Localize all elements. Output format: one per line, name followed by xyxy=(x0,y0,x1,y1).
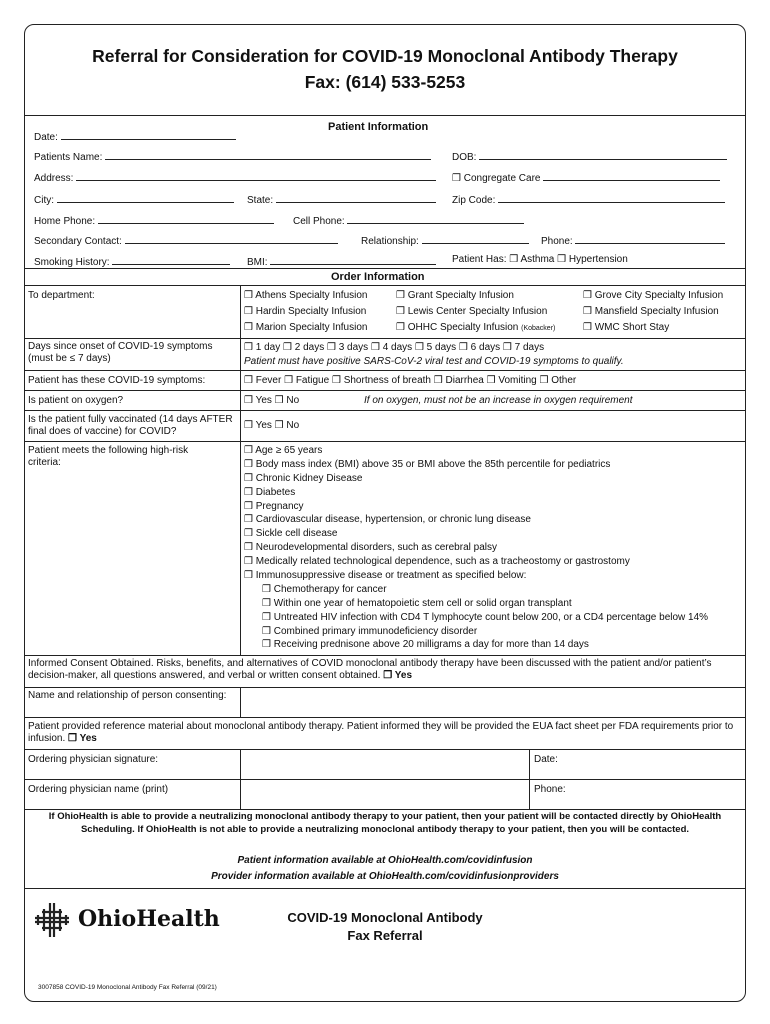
reference-material-text: Patient provided reference material about monoclonal antibody therapy. Patient informed they will be provided the EUA fact sheet per FDA requirements prior to infusion. ❒ Yes xyxy=(28,721,734,744)
dept-hardin-checkbox[interactable]: ❒ Hardin Specialty Infusion xyxy=(244,306,367,317)
criteria-list xyxy=(244,444,708,652)
dob-field[interactable]: DOB: xyxy=(452,149,727,163)
patient-has-field: Patient Has: ❒ Asthma ❒ Hypertension xyxy=(452,254,628,265)
criteria-item[interactable]: ❒ Sickle cell disease xyxy=(244,528,338,540)
informed-consent-text: Informed Consent Obtained. Risks, benefits, and alternatives of COVID monoclonal antibody therapy have been discussed with the patient and/or patient’s decision-maker, all questions answered, and verbal or written consent obtained. ❒ Yes xyxy=(28,658,712,681)
physician-phone-input[interactable] xyxy=(575,780,745,808)
criteria-item[interactable]: ❒ Medically related technological dependence, such as a tracheostomy or gastrostomy xyxy=(244,556,630,568)
scheduling-notice: If OhioHealth is able to provide a neutralizing monoclonal antibody therapy to your patient, then your patient will be contacted directly by OhioHealth Scheduling. If OhioHealth is not able to provide a neutralizing monoclonal antibody therapy to your patient, then you will be contacted. xyxy=(48,811,722,835)
divider xyxy=(24,115,746,116)
divider xyxy=(24,717,746,718)
criteria-item[interactable]: ❒ Diabetes xyxy=(244,486,296,498)
criteria-item[interactable]: ❒ Immunosuppressive disease or treatment as specified below: xyxy=(244,570,527,582)
signature-date-label: Date: xyxy=(534,754,558,765)
divider xyxy=(24,655,746,656)
consent-yes-checkbox[interactable]: ❒ Yes xyxy=(383,670,413,681)
criteria-label: Patient meets the following high-risk criteria: xyxy=(28,445,189,468)
oxygen-label: Is patient on oxygen? xyxy=(28,395,124,406)
symptoms-options[interactable]: ❒ Fever ❒ Fatigue ❒ Shortness of breath ❒ Diarrhea ❒ Vomiting ❒ Other xyxy=(244,375,577,386)
dept-ohhc-checkbox[interactable]: ❒ OHHC Specialty Infusion (Kobacker) xyxy=(396,322,556,333)
days-since-onset-options[interactable]: ❒ 1 day ❒ 2 days ❒ 3 days ❒ 4 days ❒ 5 days ❒ 6 days ❒ 7 days xyxy=(244,342,545,353)
physician-name-input[interactable] xyxy=(241,780,528,808)
divider xyxy=(24,441,746,442)
patient-info-heading: Patient Information xyxy=(328,121,429,133)
criteria-item[interactable]: ❒ Chronic Kidney Disease xyxy=(244,472,363,484)
hypertension-checkbox[interactable]: ❒ Hypertension xyxy=(557,254,628,265)
criteria-item[interactable]: ❒ Neurodevelopmental disorders, such as cerebral palsy xyxy=(244,542,497,554)
name-relationship-label: Name and relationship of person consenting: xyxy=(28,690,227,701)
divider xyxy=(24,338,746,339)
city-field[interactable]: City: xyxy=(34,192,234,206)
signature-date-input[interactable] xyxy=(565,750,745,778)
ohiohealth-logo-icon xyxy=(33,901,73,944)
days-since-onset-label: Days since onset of COVID-19 symptoms (must be ≤ 7 days) xyxy=(28,341,213,364)
criteria-item[interactable]: ❒ Age ≥ 65 years xyxy=(244,445,323,456)
dept-grant-checkbox[interactable]: ❒ Grant Specialty Infusion xyxy=(396,290,514,301)
criteria-item[interactable]: ❒ Body mass index (BMI) above 35 or BMI above the 85th percentile for pediatrics xyxy=(244,458,611,470)
sub-criteria-item[interactable]: ❒ Chemotherapy for cancer xyxy=(262,583,387,595)
reference-yes-checkbox[interactable]: ❒ Yes xyxy=(68,733,97,744)
physician-signature-input[interactable] xyxy=(241,750,528,778)
cell-phone-field[interactable]: Cell Phone: xyxy=(293,213,524,227)
form-code: 3007858 COVID-19 Monoclonal Antibody Fax Referral (09/21) xyxy=(38,984,217,991)
dept-athens-checkbox[interactable]: ❒ Athens Specialty Infusion xyxy=(244,290,368,301)
criteria-item[interactable]: ❒ Cardiovascular disease, hypertension, or chronic lung disease xyxy=(244,514,531,526)
address-field[interactable]: Address: xyxy=(34,170,436,184)
divider xyxy=(24,809,746,810)
physician-name-label: Ordering physician name (print) xyxy=(28,784,169,795)
divider xyxy=(24,268,746,269)
divider xyxy=(24,390,746,391)
dept-lewis-center-checkbox[interactable]: ❒ Lewis Center Specialty Infusion xyxy=(396,306,548,317)
provider-info-link[interactable]: Provider information available at OhioHealth.com/covidinfusionproviders xyxy=(211,871,559,882)
sub-criteria-item[interactable]: ❒ Within one year of hematopoietic stem cell or solid organ transplant xyxy=(262,597,572,609)
ohiohealth-logo-text: OhioHealth xyxy=(78,906,220,932)
smoking-history-field[interactable]: Smoking History: xyxy=(34,254,230,268)
congregate-care-field[interactable]: ❒ Congregate Care xyxy=(452,170,720,184)
to-department-label: To department: xyxy=(28,290,95,301)
dept-grove-city-checkbox[interactable]: ❒ Grove City Specialty Infusion xyxy=(583,290,724,301)
sub-criteria-item[interactable]: ❒ Combined primary immunodeficiency disorder xyxy=(262,625,478,637)
footer-form-title: COVID-19 Monoclonal Antibody xyxy=(287,910,483,925)
phone-field[interactable]: Phone: xyxy=(541,233,725,247)
days-qualify-note: Patient must have positive SARS-CoV-2 viral test and COVID-19 symptoms to qualify. xyxy=(244,356,624,367)
dept-marion-checkbox[interactable]: ❒ Marion Specialty Infusion xyxy=(244,322,368,333)
divider xyxy=(24,285,746,286)
home-phone-field[interactable]: Home Phone: xyxy=(34,213,274,227)
dept-wmc-checkbox[interactable]: ❒ WMC Short Stay xyxy=(583,322,670,333)
oxygen-note: If on oxygen, must not be an increase in oxygen requirement xyxy=(364,395,633,406)
vaccinated-label: Is the patient fully vaccinated (14 days AFTER final does of vaccine) for COVID? xyxy=(28,414,233,437)
sub-criteria-item[interactable]: ❒ Untreated HIV infection with CD4 T lymphocyte count below 200, or a CD4 percentage below 14% xyxy=(262,611,709,623)
form-title: Referral for Consideration for COVID-19 Monoclonal Antibody Therapy xyxy=(92,46,678,66)
oxygen-options[interactable]: ❒ Yes ❒ No xyxy=(244,395,300,406)
column-divider xyxy=(240,285,241,655)
patient-name-field[interactable]: Patients Name: xyxy=(34,149,431,163)
date-field[interactable]: Date: xyxy=(34,129,236,143)
state-field[interactable]: State: xyxy=(247,192,436,206)
dept-mansfield-checkbox[interactable]: ❒ Mansfield Specialty Infusion xyxy=(583,306,719,317)
vaccinated-options[interactable]: ❒ Yes ❒ No xyxy=(244,420,300,431)
secondary-contact-field[interactable]: Secondary Contact: xyxy=(34,233,338,247)
physician-signature-label: Ordering physician signature: xyxy=(28,754,159,765)
divider xyxy=(24,410,746,411)
patient-info-link[interactable]: Patient information available at OhioHealth.com/covidinfusion xyxy=(237,855,533,866)
order-info-heading: Order Information xyxy=(331,271,425,283)
divider xyxy=(24,888,746,889)
physician-phone-label: Phone: xyxy=(534,784,566,795)
sub-criteria-item[interactable]: ❒ Receiving prednisone above 20 milligrams a day for more than 14 days xyxy=(262,639,589,651)
zip-field[interactable]: Zip Code: xyxy=(452,192,725,206)
asthma-checkbox[interactable]: ❒ Asthma xyxy=(509,254,555,265)
name-relationship-input[interactable] xyxy=(241,688,745,716)
fax-number: Fax: (614) 533-5253 xyxy=(304,72,466,92)
footer-form-subtitle: Fax Referral xyxy=(347,928,423,943)
symptoms-label: Patient has these COVID-19 symptoms: xyxy=(28,375,206,386)
relationship-field[interactable]: Relationship: xyxy=(361,233,529,247)
bmi-field[interactable]: BMI: xyxy=(247,254,436,268)
criteria-item[interactable]: ❒ Pregnancy xyxy=(244,500,304,512)
divider xyxy=(24,370,746,371)
